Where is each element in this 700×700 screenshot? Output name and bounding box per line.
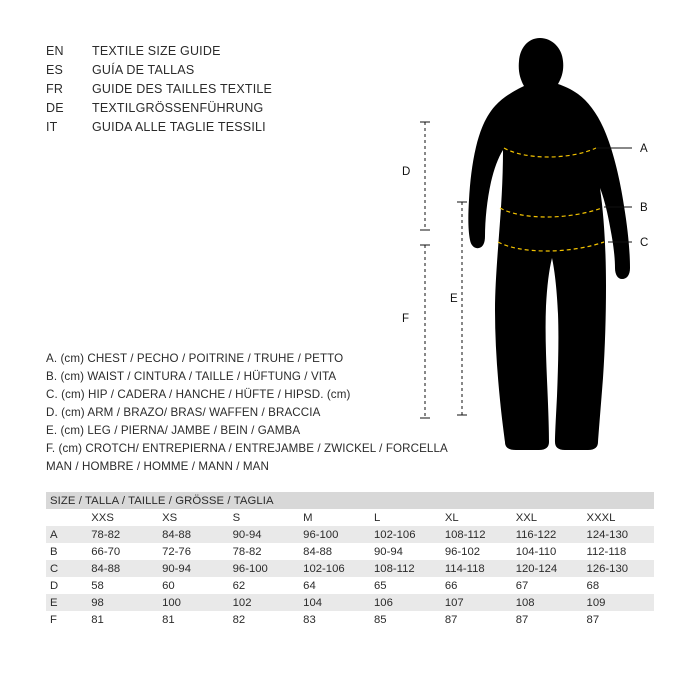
cell: 81 [87,611,158,628]
cell: 107 [441,594,512,611]
cell: 96-102 [441,543,512,560]
cell: 66 [441,577,512,594]
cell: 124-130 [583,526,654,543]
row-label: D [46,577,87,594]
cell: 85 [370,611,441,628]
legend-item: C. (cm) HIP / CADERA / HANCHE / HÜFTE / HIPSD. (cm) [46,388,351,401]
table-title-row [46,492,654,509]
cell: 106 [370,594,441,611]
language-code: FR [46,82,64,96]
cell: 65 [370,577,441,594]
table-header-row [46,509,654,526]
marker-D: D [402,166,411,178]
cell: 64 [299,577,370,594]
cell: 90-94 [229,526,300,543]
cell: 60 [158,577,229,594]
marker-F: F [402,313,410,325]
language-title-list [46,44,376,139]
legend-item: D. (cm) ARM / BRAZO/ BRAS/ WAFFEN / BRACCIA [46,406,321,419]
cell: 78-82 [229,543,300,560]
language-label: GUÍA DE TALLAS [92,63,195,77]
table-row [46,577,654,594]
cell: 104-110 [512,543,583,560]
cell: 90-94 [158,560,229,577]
table-row [46,543,654,560]
cell: 68 [583,577,654,594]
cell: 67 [512,577,583,594]
cell: 102 [229,594,300,611]
cell: 108-112 [441,526,512,543]
cell: 100 [158,594,229,611]
column-header: XS [158,509,229,526]
cell: 84-88 [299,543,370,560]
cell: 104 [299,594,370,611]
table-row [46,611,654,628]
language-code: EN [46,44,64,58]
cell: 84-88 [87,560,158,577]
size-table-wrapper [46,492,654,628]
cell: 90-94 [370,543,441,560]
cell: 108-112 [370,560,441,577]
language-code: DE [46,101,64,115]
table-title: SIZE / TALLA / TAILLE / GRÖSSE / TAGLIA [46,492,654,509]
legend-item: A. (cm) CHEST / PECHO / POITRINE / TRUHE / PETTO [46,352,344,365]
column-header: XXL [512,509,583,526]
cell: 62 [229,577,300,594]
column-header: XL [441,509,512,526]
column-header: XXXL [583,509,654,526]
cell: 87 [441,611,512,628]
cell: 96-100 [229,560,300,577]
table-row [46,560,654,577]
marker-E: E [450,293,458,305]
vertical-dimension-bars [420,122,467,418]
cell: 102-106 [299,560,370,577]
language-label: TEXTILE SIZE GUIDE [92,44,221,58]
row-label: A [46,526,87,543]
column-header [46,509,87,526]
language-label: GUIDA ALLE TAGLIE TESSILI [92,120,266,134]
cell: 109 [583,594,654,611]
cell: 116-122 [512,526,583,543]
size-table [46,492,654,628]
legend-item: E. (cm) LEG / PIERNA/ JAMBE / BEIN / GAMBA [46,424,301,437]
cell: 82 [229,611,300,628]
gender-label: MAN / HOMBRE / HOMME / MANN / MAN [46,460,269,473]
cell: 126-130 [583,560,654,577]
marker-A: A [640,143,648,155]
marker-B: B [640,202,648,214]
language-row [46,120,376,139]
measurement-diagram [400,30,680,460]
cell: 58 [87,577,158,594]
cell: 81 [158,611,229,628]
language-row [46,63,376,82]
row-label: E [46,594,87,611]
row-label: B [46,543,87,560]
cell: 108 [512,594,583,611]
language-code: ES [46,63,64,77]
column-header: XXS [87,509,158,526]
cell: 112-118 [583,543,654,560]
cell: 102-106 [370,526,441,543]
legend-item: F. (cm) CROTCH/ ENTREPIERNA / ENTREJAMBE / ZWICKEL / FORCELLA [46,442,448,455]
column-header: S [229,509,300,526]
column-header: L [370,509,441,526]
table-row [46,594,654,611]
column-header: M [299,509,370,526]
cell: 84-88 [158,526,229,543]
cell: 83 [299,611,370,628]
legend-item: B. (cm) WAIST / CINTURA / TAILLE / HÜFTUNG / VITA [46,370,337,383]
cell: 98 [87,594,158,611]
cell: 78-82 [87,526,158,543]
cell: 66-70 [87,543,158,560]
cell: 114-118 [441,560,512,577]
cell: 72-76 [158,543,229,560]
language-row [46,82,376,101]
language-row [46,44,376,63]
row-label: C [46,560,87,577]
language-label: TEXTILGRÖSSENFÜHRUNG [92,101,264,115]
cell: 96-100 [299,526,370,543]
male-figure-silhouette [468,38,630,450]
language-code: IT [46,120,58,134]
language-row [46,101,376,120]
language-label: GUIDE DES TAILLES TEXTILE [92,82,273,96]
marker-C: C [640,237,649,249]
cell: 120-124 [512,560,583,577]
table-row [46,526,654,543]
row-label: F [46,611,87,628]
cell: 87 [512,611,583,628]
cell: 87 [583,611,654,628]
